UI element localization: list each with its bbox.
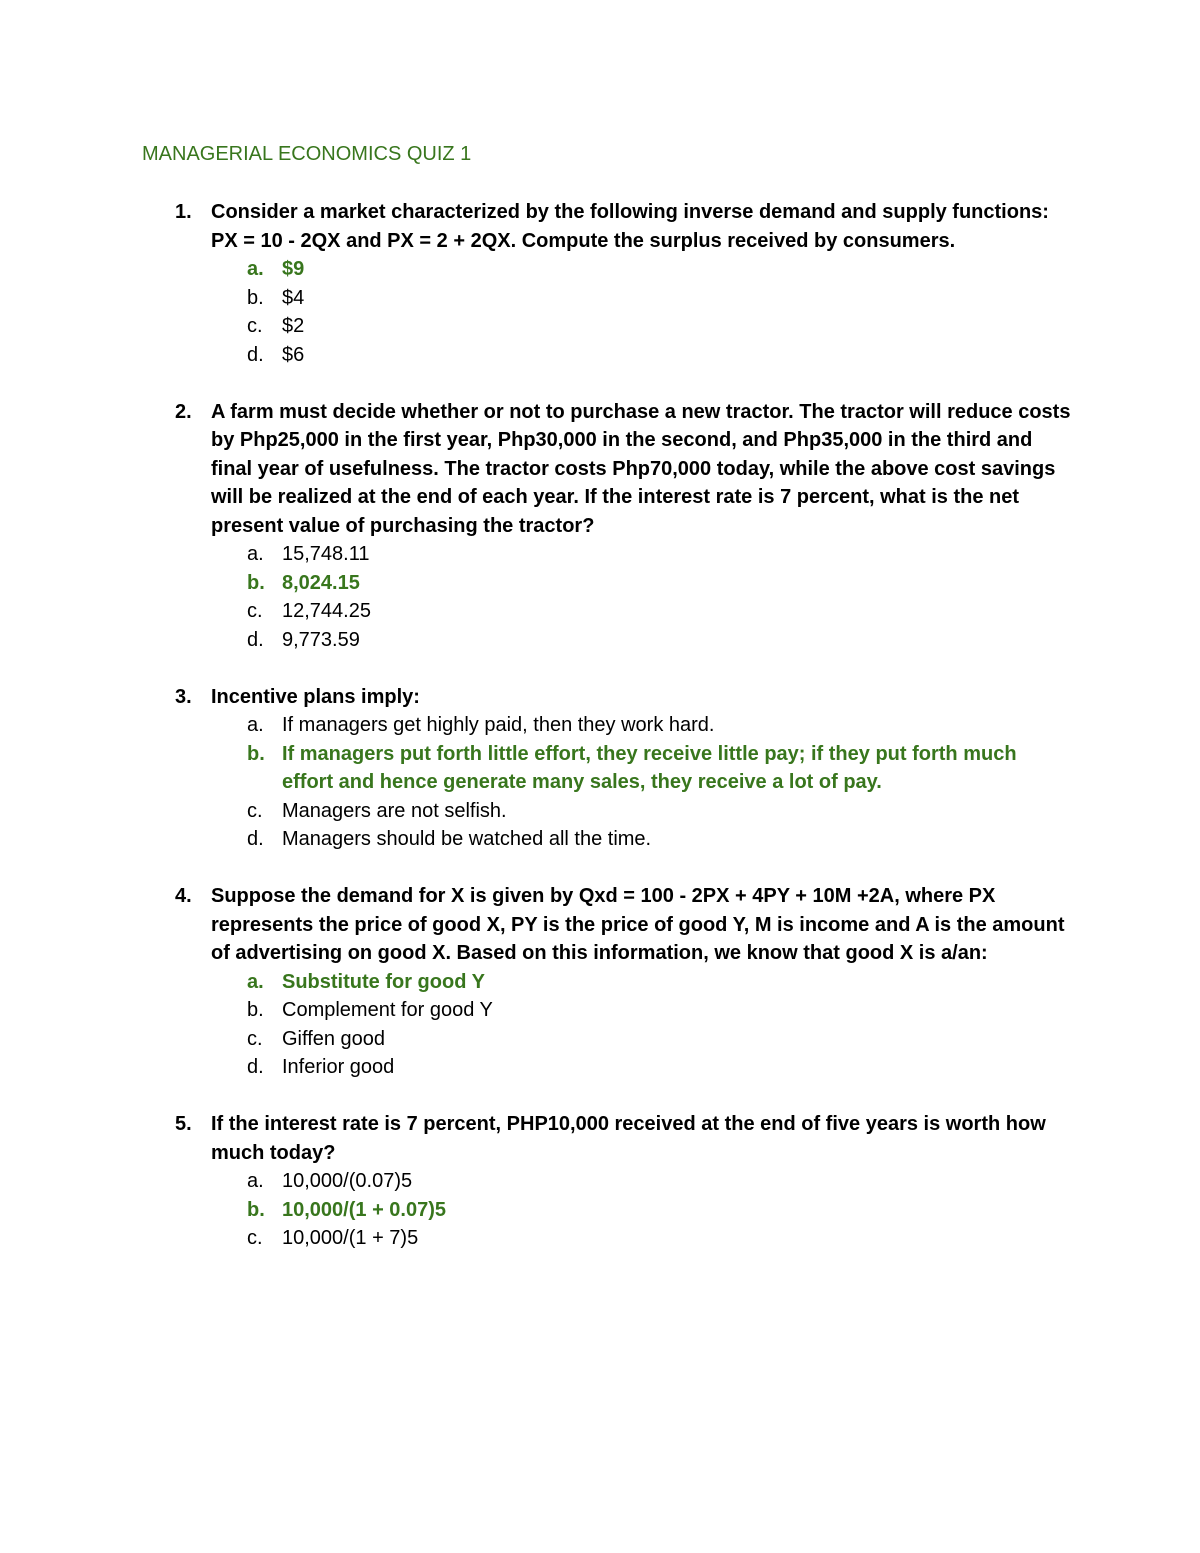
answer-option bbox=[0, 1224, 1200, 1253]
answer-option bbox=[0, 711, 1200, 740]
question-text: If the interest rate is 7 percent, PHP10,000 received at the end of five years is worth how much today? bbox=[211, 1113, 1046, 1164]
question-item bbox=[0, 1110, 1200, 1253]
answer-option bbox=[0, 996, 1200, 1025]
option-letter: d. bbox=[247, 1056, 264, 1078]
option-letter: d. bbox=[247, 828, 264, 850]
option-letter: d. bbox=[247, 628, 264, 651]
answer-option-correct bbox=[0, 1196, 1200, 1225]
question-text: Consider a market characterized by the following inverse demand and supply functions: PX = 10 - 2QX and PX = 2 + 2QX. Compute the surplus received by consumers. bbox=[211, 201, 1049, 252]
answer-option bbox=[0, 797, 1200, 826]
option-letter: a. bbox=[247, 1170, 264, 1192]
question-number: 5. bbox=[175, 1113, 192, 1135]
answer-option bbox=[0, 597, 1200, 626]
option-text: Inferior good bbox=[282, 1056, 395, 1078]
option-text: 10,000/(0.07)5 bbox=[282, 1170, 413, 1192]
option-letter: b. bbox=[247, 999, 264, 1021]
option-text: 9,773.59 bbox=[282, 628, 360, 651]
question-number: 3. bbox=[175, 685, 192, 708]
option-letter: a. bbox=[247, 714, 264, 736]
answer-options bbox=[0, 540, 1200, 654]
answer-options bbox=[0, 1167, 1200, 1253]
option-letter: a. bbox=[247, 258, 264, 280]
option-text: Giffen good bbox=[282, 1027, 386, 1050]
question-text: Suppose the demand for X is given by Qxd = 100 - 2PX + 4PY + 10M +2A, where PX represents the price of good X, PY is the price of good Y, M is income and A is the amount of advertising on good X. Based on this information, we know that good X is a/an: bbox=[211, 885, 1065, 964]
question-number: 1. bbox=[175, 201, 192, 223]
document-title: MANAGERIAL ECONOMICS QUIZ 1 bbox=[142, 143, 472, 165]
option-letter: a. bbox=[247, 543, 264, 565]
answer-option bbox=[0, 341, 1200, 370]
question-number: 4. bbox=[175, 885, 192, 907]
question-item bbox=[0, 198, 1200, 369]
answer-option bbox=[0, 825, 1200, 854]
option-letter: c. bbox=[247, 600, 263, 622]
answer-options bbox=[0, 968, 1200, 1082]
option-letter: c. bbox=[247, 315, 263, 337]
option-text: Managers should be watched all the time. bbox=[282, 828, 652, 850]
answer-option bbox=[0, 1167, 1200, 1196]
option-text: If managers get highly paid, then they work hard. bbox=[282, 714, 715, 736]
question-item bbox=[0, 398, 1200, 655]
option-letter: a. bbox=[247, 970, 264, 993]
option-text: $9 bbox=[282, 258, 305, 280]
answer-options bbox=[0, 255, 1200, 369]
option-text: 12,744.25 bbox=[282, 600, 371, 622]
option-letter: b. bbox=[247, 1198, 265, 1221]
question-number: 2. bbox=[175, 400, 192, 423]
option-text: 10,000/(1 + 7)5 bbox=[282, 1227, 419, 1249]
answer-option bbox=[0, 312, 1200, 341]
answer-option bbox=[0, 626, 1200, 655]
answer-option bbox=[0, 284, 1200, 313]
answer-option-correct bbox=[0, 740, 1200, 797]
question-text: A farm must decide whether or not to purchase a new tractor. The tractor will reduce costs by Php25,000 in the first year, Php30,000 in the second, and Php35,000 in the third and final year of usefulness. The tractor costs Php70,000 today, while the above cost savings will be realized at the end of each year. If the interest rate is 7 percent, what is the net present value of purchasing the tractor? bbox=[211, 400, 1071, 537]
option-text: $6 bbox=[282, 343, 305, 366]
answer-option bbox=[0, 1053, 1200, 1082]
option-text: Complement for good Y bbox=[282, 999, 493, 1021]
option-text: Substitute for good Y bbox=[282, 970, 485, 993]
answer-option-correct bbox=[0, 569, 1200, 598]
question-item bbox=[0, 683, 1200, 854]
option-text: 8,024.15 bbox=[282, 571, 360, 594]
question-list bbox=[0, 198, 1200, 1281]
option-letter: c. bbox=[247, 1227, 263, 1249]
option-letter: b. bbox=[247, 742, 265, 765]
answer-options bbox=[0, 711, 1200, 854]
answer-option-correct bbox=[0, 255, 1200, 284]
option-letter: d. bbox=[247, 343, 264, 366]
answer-option bbox=[0, 540, 1200, 569]
option-text: 10,000/(1 + 0.07)5 bbox=[282, 1198, 447, 1221]
answer-option bbox=[0, 1025, 1200, 1054]
option-letter: b. bbox=[247, 571, 265, 594]
option-text: $2 bbox=[282, 315, 305, 337]
question-item bbox=[0, 882, 1200, 1082]
option-letter: c. bbox=[247, 799, 263, 822]
option-text: $4 bbox=[282, 286, 305, 309]
option-text: Managers are not selfish. bbox=[282, 799, 507, 822]
question-text: Incentive plans imply: bbox=[211, 685, 420, 708]
answer-option-correct bbox=[0, 968, 1200, 997]
option-letter: b. bbox=[247, 286, 264, 309]
option-text: If managers put forth little effort, they receive little pay; if they put forth much effort and hence generate many sales, they receive a lot of pay. bbox=[282, 742, 1017, 793]
option-letter: c. bbox=[247, 1027, 263, 1050]
option-text: 15,748.11 bbox=[282, 543, 370, 565]
